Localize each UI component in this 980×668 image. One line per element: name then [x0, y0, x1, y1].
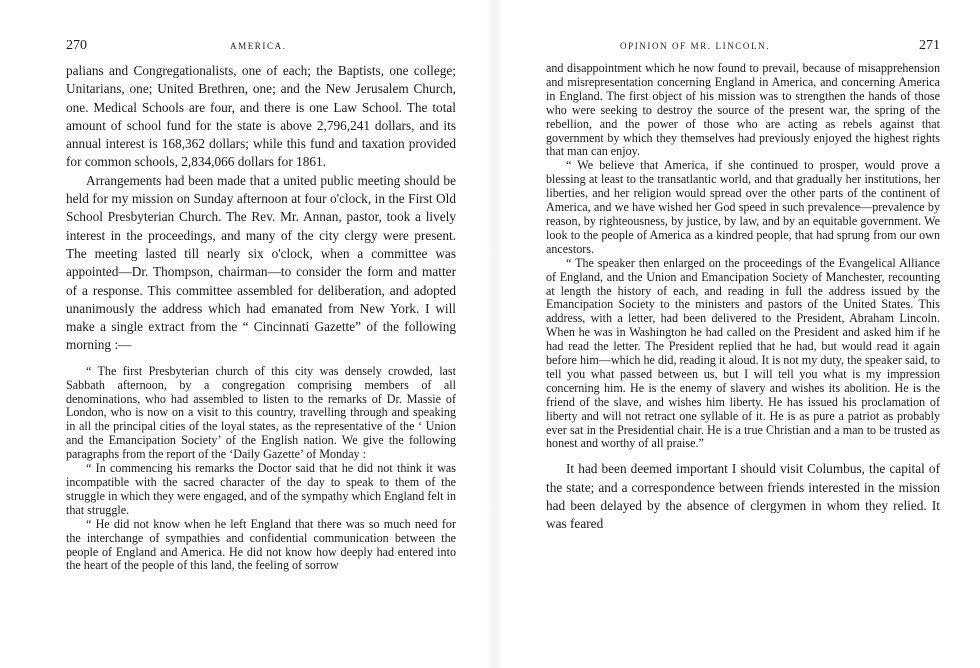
quoted-paragraph: “ In commencing his remarks the Doctor said that he did not think it was incompatible with the sacred character of the day to speak to them of the struggle in which they were engaged, and of the sympathy which England felt in that struggle.	[66, 461, 456, 517]
paragraph: Arrangements had been made that a united public meeting should be held for my mission on Sunday afternoon at four o'clock, in the First Old School Presbyterian Church. The Rev. Mr. Annan, pastor, took a lively interest in the proceedings, and many of the city clergy were present. The meeting lasted till nearly six o'clock, when a committee was appointed—Dr. Thompson, chairman—to consider the form and matter of a response. This committee assembled for deliberation, and adopted unanimously the address which had emanated from New York. I will make a single extract from the “ Cincinnati Gazette” of the following morning :—	[66, 172, 456, 353]
right-page	[540, 0, 940, 668]
page-number: 270	[66, 38, 87, 53]
page-body	[66, 62, 456, 573]
running-head	[540, 38, 940, 54]
quoted-paragraph: “ He did not know when he left England that there was so much need for the interchange of sympathies and confidential communication between the people of England and America. He did not know how deeply had entered into the heart of the people of this land, the feeling of sorrow	[66, 516, 456, 573]
quoted-paragraph: “ The speaker then enlarged on the proceedings of the Evangelical Alliance of England, and the Union and Emancipation Society of Manchester, recounting at length the history of each, and reading in full the address issued by the Emancipation Society to the ministers and pastors of the United States. This address, with a letter, had been delivered to the President, Abraham Lincoln. When he was in Washington he had called on the President and asked him if he had read the letter. The President replied that he had, but would read it again before him—which he did, reading it aloud. It is not my duty, the speaker said, to tell you what passed between us, but I will tell you what is my impression concerning him. He is the enemy of slavery and wishes its abolition. He is the friend of the slave, and wishes him liberty. He has issued his proclamation of liberty and will not retract one syllable of it. He is as pure a patriot as probably ever sat in the Presidential chair. He is a true Christian and a man to be trusted as honest and worthy of all praise.”	[546, 255, 940, 451]
quoted-paragraph: “ We believe that America, if she continued to prosper, would prove a blessing at least to the transatlantic world, and that gradually her institutions, her liberties, and her religion would spread over the other parts of the continent of America, and we have wished her God speed in such prevalence—prevalence by reason, by righteousness, by justice, by law, and by an equitable government. We look to the people of America as a kindred people, that had sprung from our own ancestors.	[546, 158, 940, 256]
page-number: 271	[919, 38, 940, 53]
running-head	[60, 38, 460, 54]
left-page	[60, 0, 460, 668]
book-gutter	[486, 0, 504, 668]
quoted-paragraph: and disappointment which he now found to prevail, because of misapprehension and misrepresentation concerning England in America, and concerning America in England. The first object of his mission was to strengthen the hands of those who were seeking to destroy the source of the present war, the spring of the rebellion, and the power of those who are acting as rebels against that government by which they themselves had previously enjoyed the highest rights that man can enjoy.	[546, 61, 940, 159]
paragraph: It had been deemed important I should visit Columbus, the capital of the state; and a correspondence between friends interested in the mission had been delayed by the absence of clergymen in whom they relied. It was feared	[546, 461, 940, 532]
page-body	[546, 62, 940, 534]
quoted-paragraph: “ The first Presbyterian church of this city was densely crowded, last Sabbath afternoon, by a congregation comprising members of all denominations, who had assembled to listen to the remarks of Dr. Massie of London, who is now on a visit to this country, travelling through and speaking in all the principal cities of the loyal states, as the representative of the ‘ Union and the Emancipation Society’ of the English nation. We give the following paragraphs from the report of the ‘Daily Gazette’ of Monday :	[66, 363, 456, 462]
paragraph: palians and Congregationalists, one of each; the Baptists, one college; Unitarians, one; United Brethren, one; and the New Jerusalem Church, one. Medical Schools are four, and there is one Law School. The total amount of school fund for the state is above 2,796,241 dollars, and its annual interest is 168,362 dollars; while this fund and taxation provided for common schools, 2,834,066 dollars for 1861.	[66, 63, 456, 170]
running-title: OPINION OF MR. LINCOLN.	[620, 41, 771, 51]
running-title: AMERICA.	[230, 41, 287, 51]
